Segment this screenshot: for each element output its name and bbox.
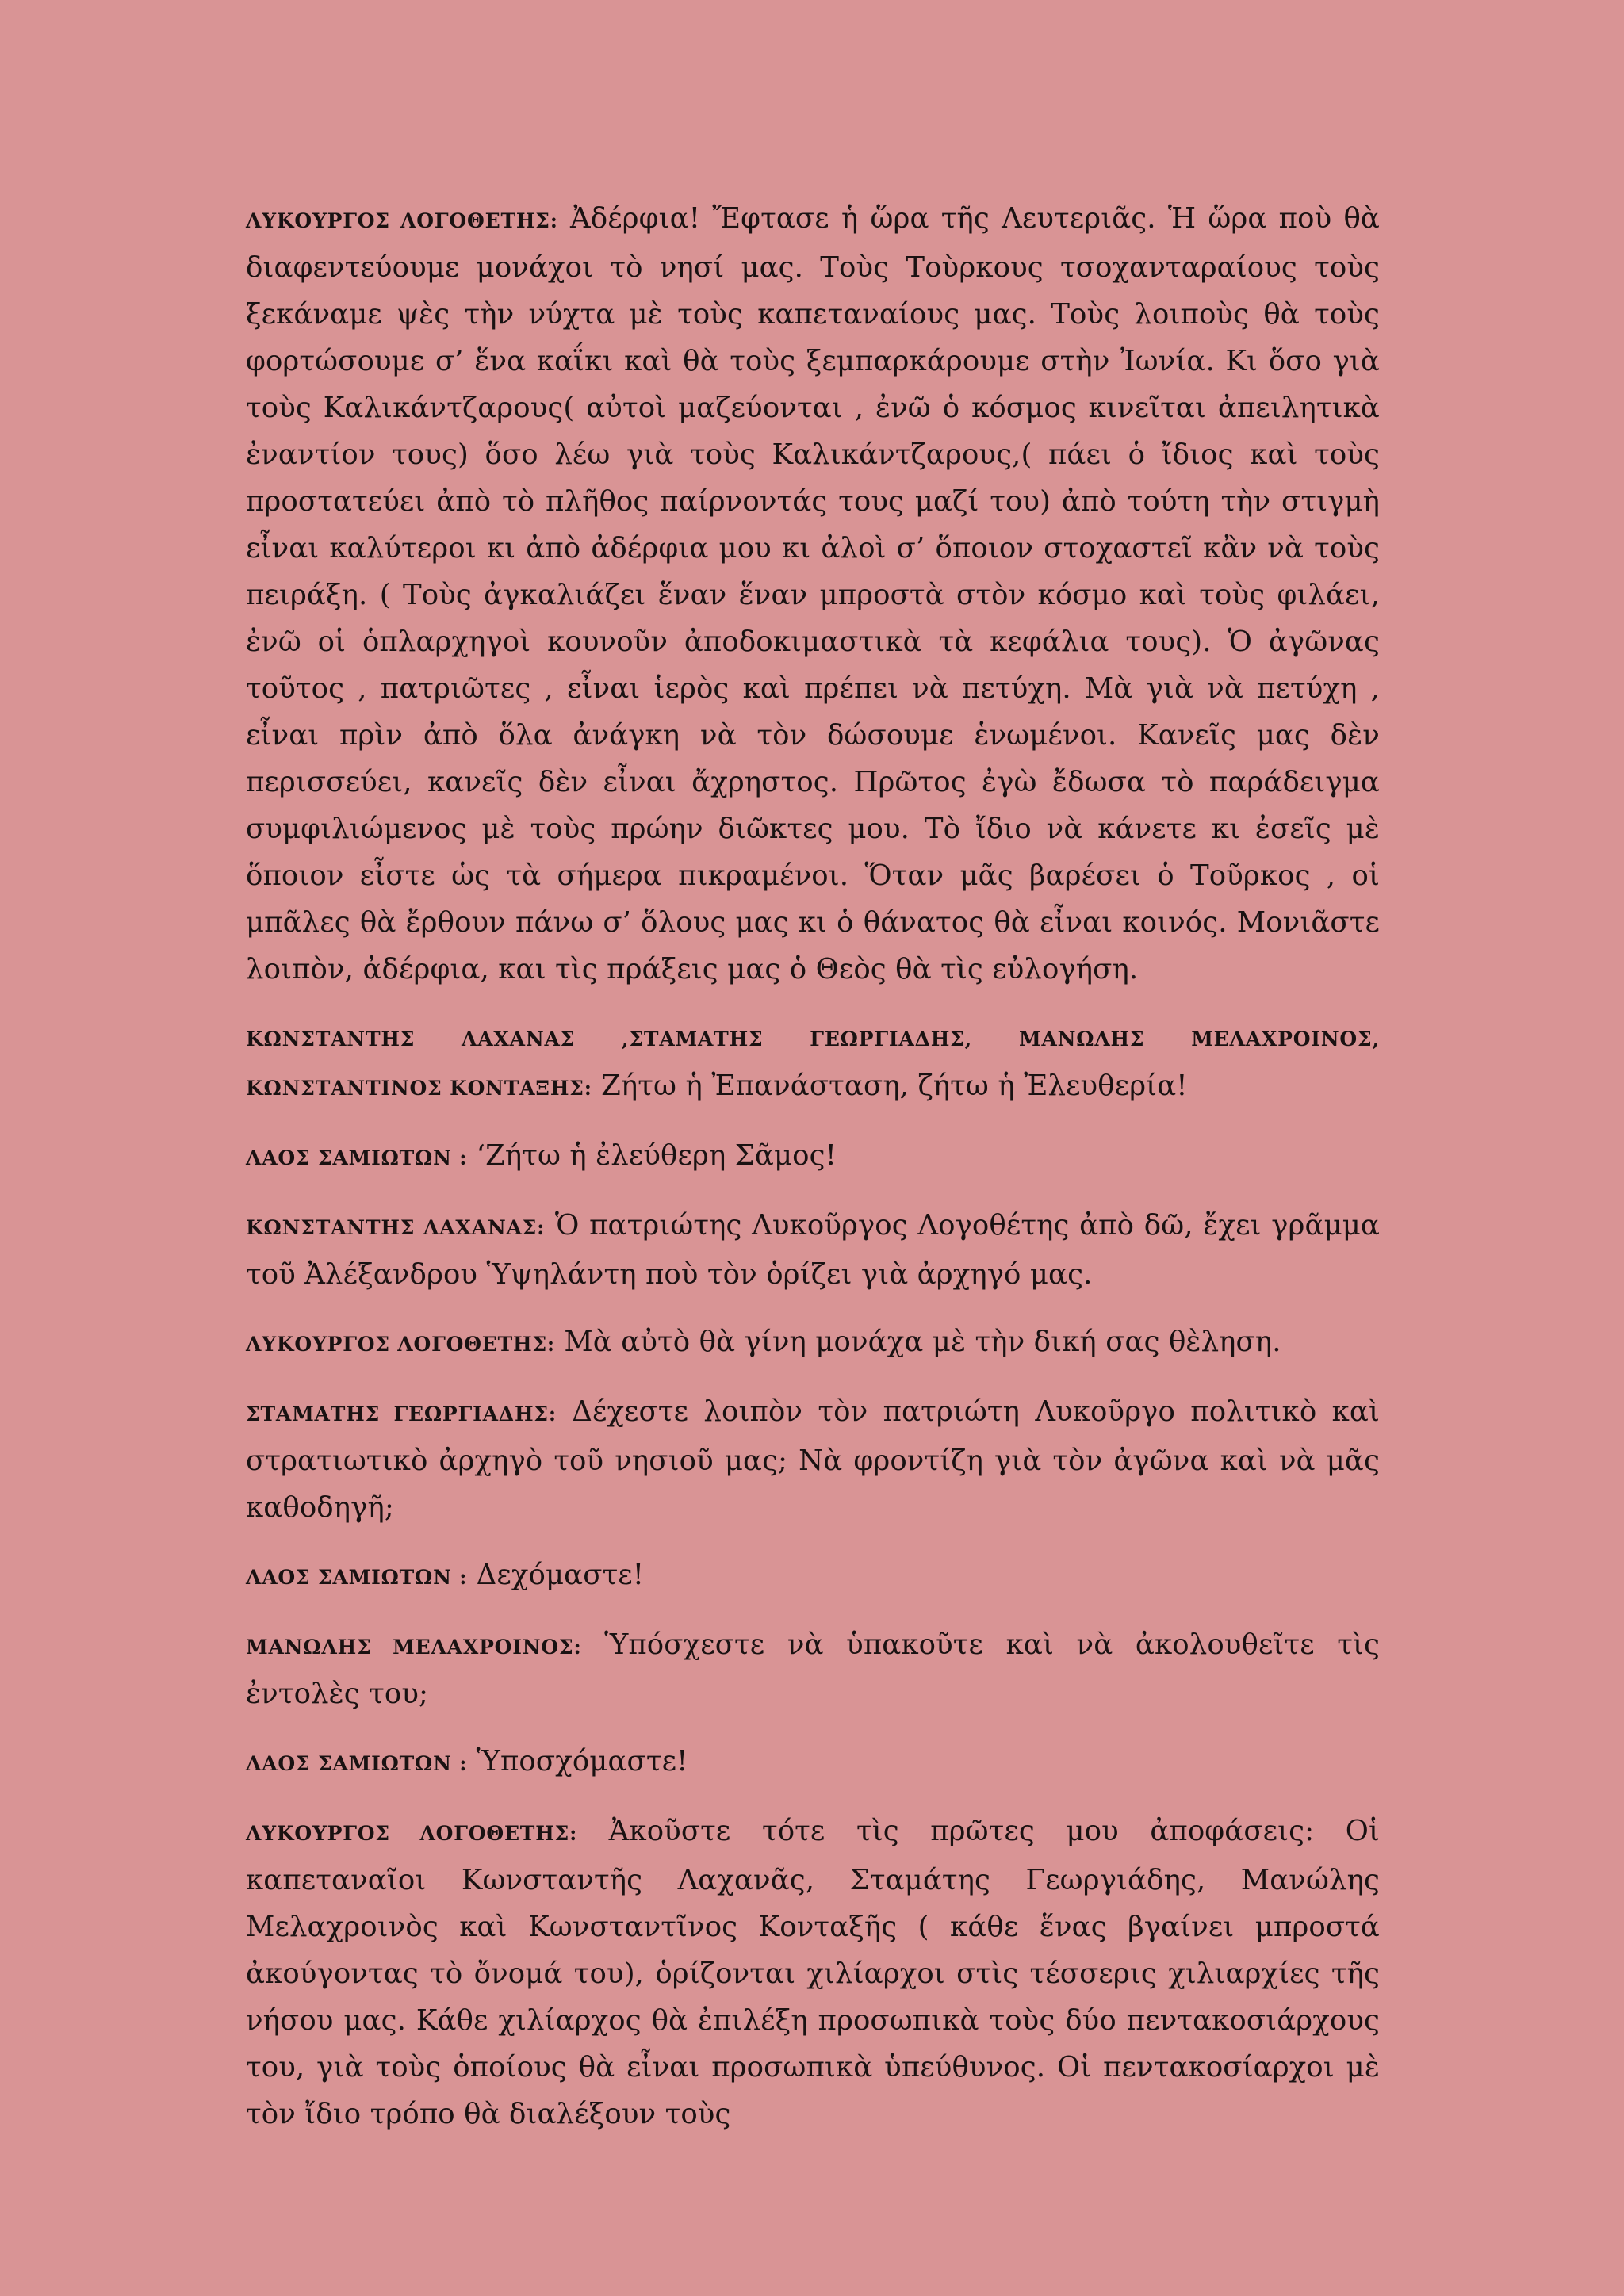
dialogue-text: Ὑποσχόμαστε! xyxy=(467,1745,688,1777)
dialogue-text: Δέχεστε λοιπὸν τὸν πατριώτη Λυκοῦργο πολιτικὸ καὶ στρατιωτικὸ ἀρχηγὸ τοῦ νησιοῦ μας; Νὰ φροντίζη γιὰ τὸν ἀγῶνα καὶ νὰ μᾶς καθοδηγῆ; xyxy=(246,1395,1380,1524)
document-page xyxy=(246,195,1380,2158)
speaker-name: ΛΑΟΣ ΣΑΜΙΩΤΩΝ : xyxy=(246,1146,468,1169)
speaker-name: ΚΩΝΣΤΑΝΤΗΣ ΛΑΧΑΝΑΣ ,ΣΤΑΜΑΤΗΣ ΓΕΩΡΓΙΑΔΗΣ, ΜΑΝΩΛΗΣ ΜΕΛΑΧΡΟΙΝΟΣ, ΚΩΝΣΤΑΝΤΙΝΟΣ ΚΟΝΤΑΞΗΣ: xyxy=(246,1027,1380,1100)
speaker-name: ΛΑΟΣ ΣΑΜΙΩΤΩΝ : xyxy=(246,1566,468,1589)
speaker-name: ΚΩΝΣΤΑΝΤΗΣ ΛΑΧΑΝΑΣ: xyxy=(246,1216,546,1239)
dialogue-paragraph xyxy=(246,1388,1380,1531)
speaker-name: ΛΥΚΟΥΡΓΟΣ ΛΟΓΟΘΕΤΗΣ: xyxy=(246,1822,578,1845)
dialogue-paragraph xyxy=(246,1621,1380,1717)
speaker-name: ΛΥΚΟΥΡΓΟΣ ΛΟΓΟΘΕΤΗΣ: xyxy=(246,1333,555,1356)
dialogue-paragraph xyxy=(246,195,1380,993)
dialogue-text: Μὰ αὐτὸ θὰ γίνη μονάχα μὲ τὴν δική σας θὲληση. xyxy=(554,1326,1281,1358)
dialogue-paragraph xyxy=(246,1132,1380,1181)
dialogue-text: Ἀκοῦστε τότε τὶς πρῶτες μου ἀποφάσεις: Οἱ καπεταναῖοι Κωνσταντῆς Λαχανᾶς, Σταμάτης Γεωργιάδης, Μανώλης Μελαχροινὸς καὶ Κωνσταντῖνος Κονταξῆς ( κάθε ἕνας βγαίνει μπροστά ἀκούγοντας τὸ ὄνομά του), ὁρίζονται χιλίαρχοι στὶς τέσσερις χιλιαρχίες τῆς νήσου μας. Κάθε χιλίαρχος θὰ ἐπιλέξη προσωπικὰ τοὺς δύο πεντακοσιάρχους του, γιὰ τοὺς ὁποίους θὰ εἶναι προσωπικὰ ὑπεύθυνος. Οἱ πεντακοσίαρχοι μὲ τὸν ἴδιο τρόπο θὰ διαλέξουν τοὺς xyxy=(246,1815,1380,2130)
dialogue-text: Ἀδέρφια! Ἔφτασε ἡ ὥρα τῆς Λευτεριᾶς. Ἡ ὥρα ποὺ θὰ διαφεντεύουμε μονάχοι τὸ νησί μας. Τοὺς Τοὺρκους τσοχανταραίους τοὺς ξεκάναμε ψὲς τὴν νύχτα μὲ τοὺς καπεταναίους μας. Τοὺς λοιποὺς θὰ τοὺς φορτώσουμε σ’ ἕνα καΐκι καὶ θὰ τοὺς ξεμπαρκάρουμε στὴν Ἰωνία. Κι ὅσο γιὰ τοὺς Καλικάντζαρους( αὐτοὶ μαζεύονται , ἐνῶ ὁ κόσμος κινεῖται ἀπειλητικὰ ἐναντίον τους) ὅσο λέω γιὰ τοὺς Καλικάντζαρους,( πάει ὁ ἴδιος καὶ τοὺς προστατεύει ἀπὸ τὸ πλῆθος παίρνοντάς τους μαζί του) ἀπὸ τούτη τὴν στιγμὴ εἶναι καλύτεροι κι ἀπὸ ἀδέρφια μου κι ἀλοὶ σ’ ὅποιον στοχαστεῖ κἂν νὰ τοὺς πειράξη. ( Τοὺς ἀγκαλιάζει ἕναν ἕναν μπροστὰ στὸν κόσμο καὶ τοὺς φιλάει, ἐνῶ οἱ ὁπλαρχηγοὶ κουνοῦν ἀποδοκιμαστικὰ τὰ κεφάλια τους). Ὁ ἀγῶνας τοῦτος , πατριῶτες , εἶναι ἱερὸς καὶ πρέπει νὰ πετύχη. Μὰ γιὰ νὰ πετύχη , εἶναι πρὶν ἀπὸ ὅλα ἀνάγκη νὰ τὸν δώσουμε ἑνωμένοι. Κανεῖς μας δὲν περισσεύει, κανεῖς δὲν εἶναι ἄχρηστος. Πρῶτος ἐγὼ ἔδωσα τὸ παράδειγμα συμφιλιώμενος μὲ τοὺς πρώην διῶκτες μου. Τὸ ἴδιο νὰ κάνετε κι ἐσεῖς μὲ ὅποιον εἶστε ὡς τὰ σήμερα πικραμένοι. Ὅταν μᾶς βαρέσει ὁ Τοῦρκος , οἱ μπᾶλες θὰ ἔρθουν πάνω σ’ ὅλους μας κι ὁ θάνατος θὰ εἶναι κοινός. Μονιᾶστε λοιπὸν, ἀδέρφια, και τὶς πράξεις μας ὁ Θεὸς θὰ τὶς εὐλογήση. xyxy=(246,202,1380,985)
dialogue-text: Δεχόμαστε! xyxy=(467,1559,645,1591)
speaker-name: ΛΑΟΣ ΣΑΜΙΩΤΩΝ : xyxy=(246,1752,468,1775)
dialogue-paragraph xyxy=(246,1013,1380,1112)
dialogue-paragraph xyxy=(246,1552,1380,1601)
dialogue-text: Ζήτω ἡ Ἐπανάσταση, ζήτω ἡ Ἐλευθερία! xyxy=(592,1070,1188,1102)
dialogue-text: Ὑπόσχεστε νὰ ὑπακοῦτε καὶ νὰ ἀκολουθεῖτε τὶς ἐντολὲς του; xyxy=(246,1628,1381,1710)
dialogue-text: ‘Ζήτω ἡ ἐλεύθερη Σᾶμος! xyxy=(467,1139,837,1172)
dialogue-paragraph xyxy=(246,1202,1380,1298)
dialogue-paragraph xyxy=(246,1318,1380,1368)
dialogue-paragraph xyxy=(246,1808,1380,2137)
dialogue-paragraph xyxy=(246,1738,1380,1787)
speaker-name: ΜΑΝΩΛΗΣ ΜΕΛΑΧΡΟΙΝΟΣ: xyxy=(246,1636,582,1659)
speaker-name: ΛΥΚΟΥΡΓΟΣ ΛΟΓΟΘΕΤΗΣ: xyxy=(246,209,558,232)
speaker-name: ΣΤΑΜΑΤΗΣ ΓΕΩΡΓΙΑΔΗΣ: xyxy=(246,1402,557,1425)
dialogue-text: Ὁ πατριώτης Λυκοῦργος Λογοθέτης ἀπὸ δῶ, ἔχει γρᾶμμα τοῦ Ἀλέξανδρου Ὑψηλάντη ποὺ τὸν ὁρίζει γιὰ ἀρχηγό μας. xyxy=(246,1209,1381,1291)
